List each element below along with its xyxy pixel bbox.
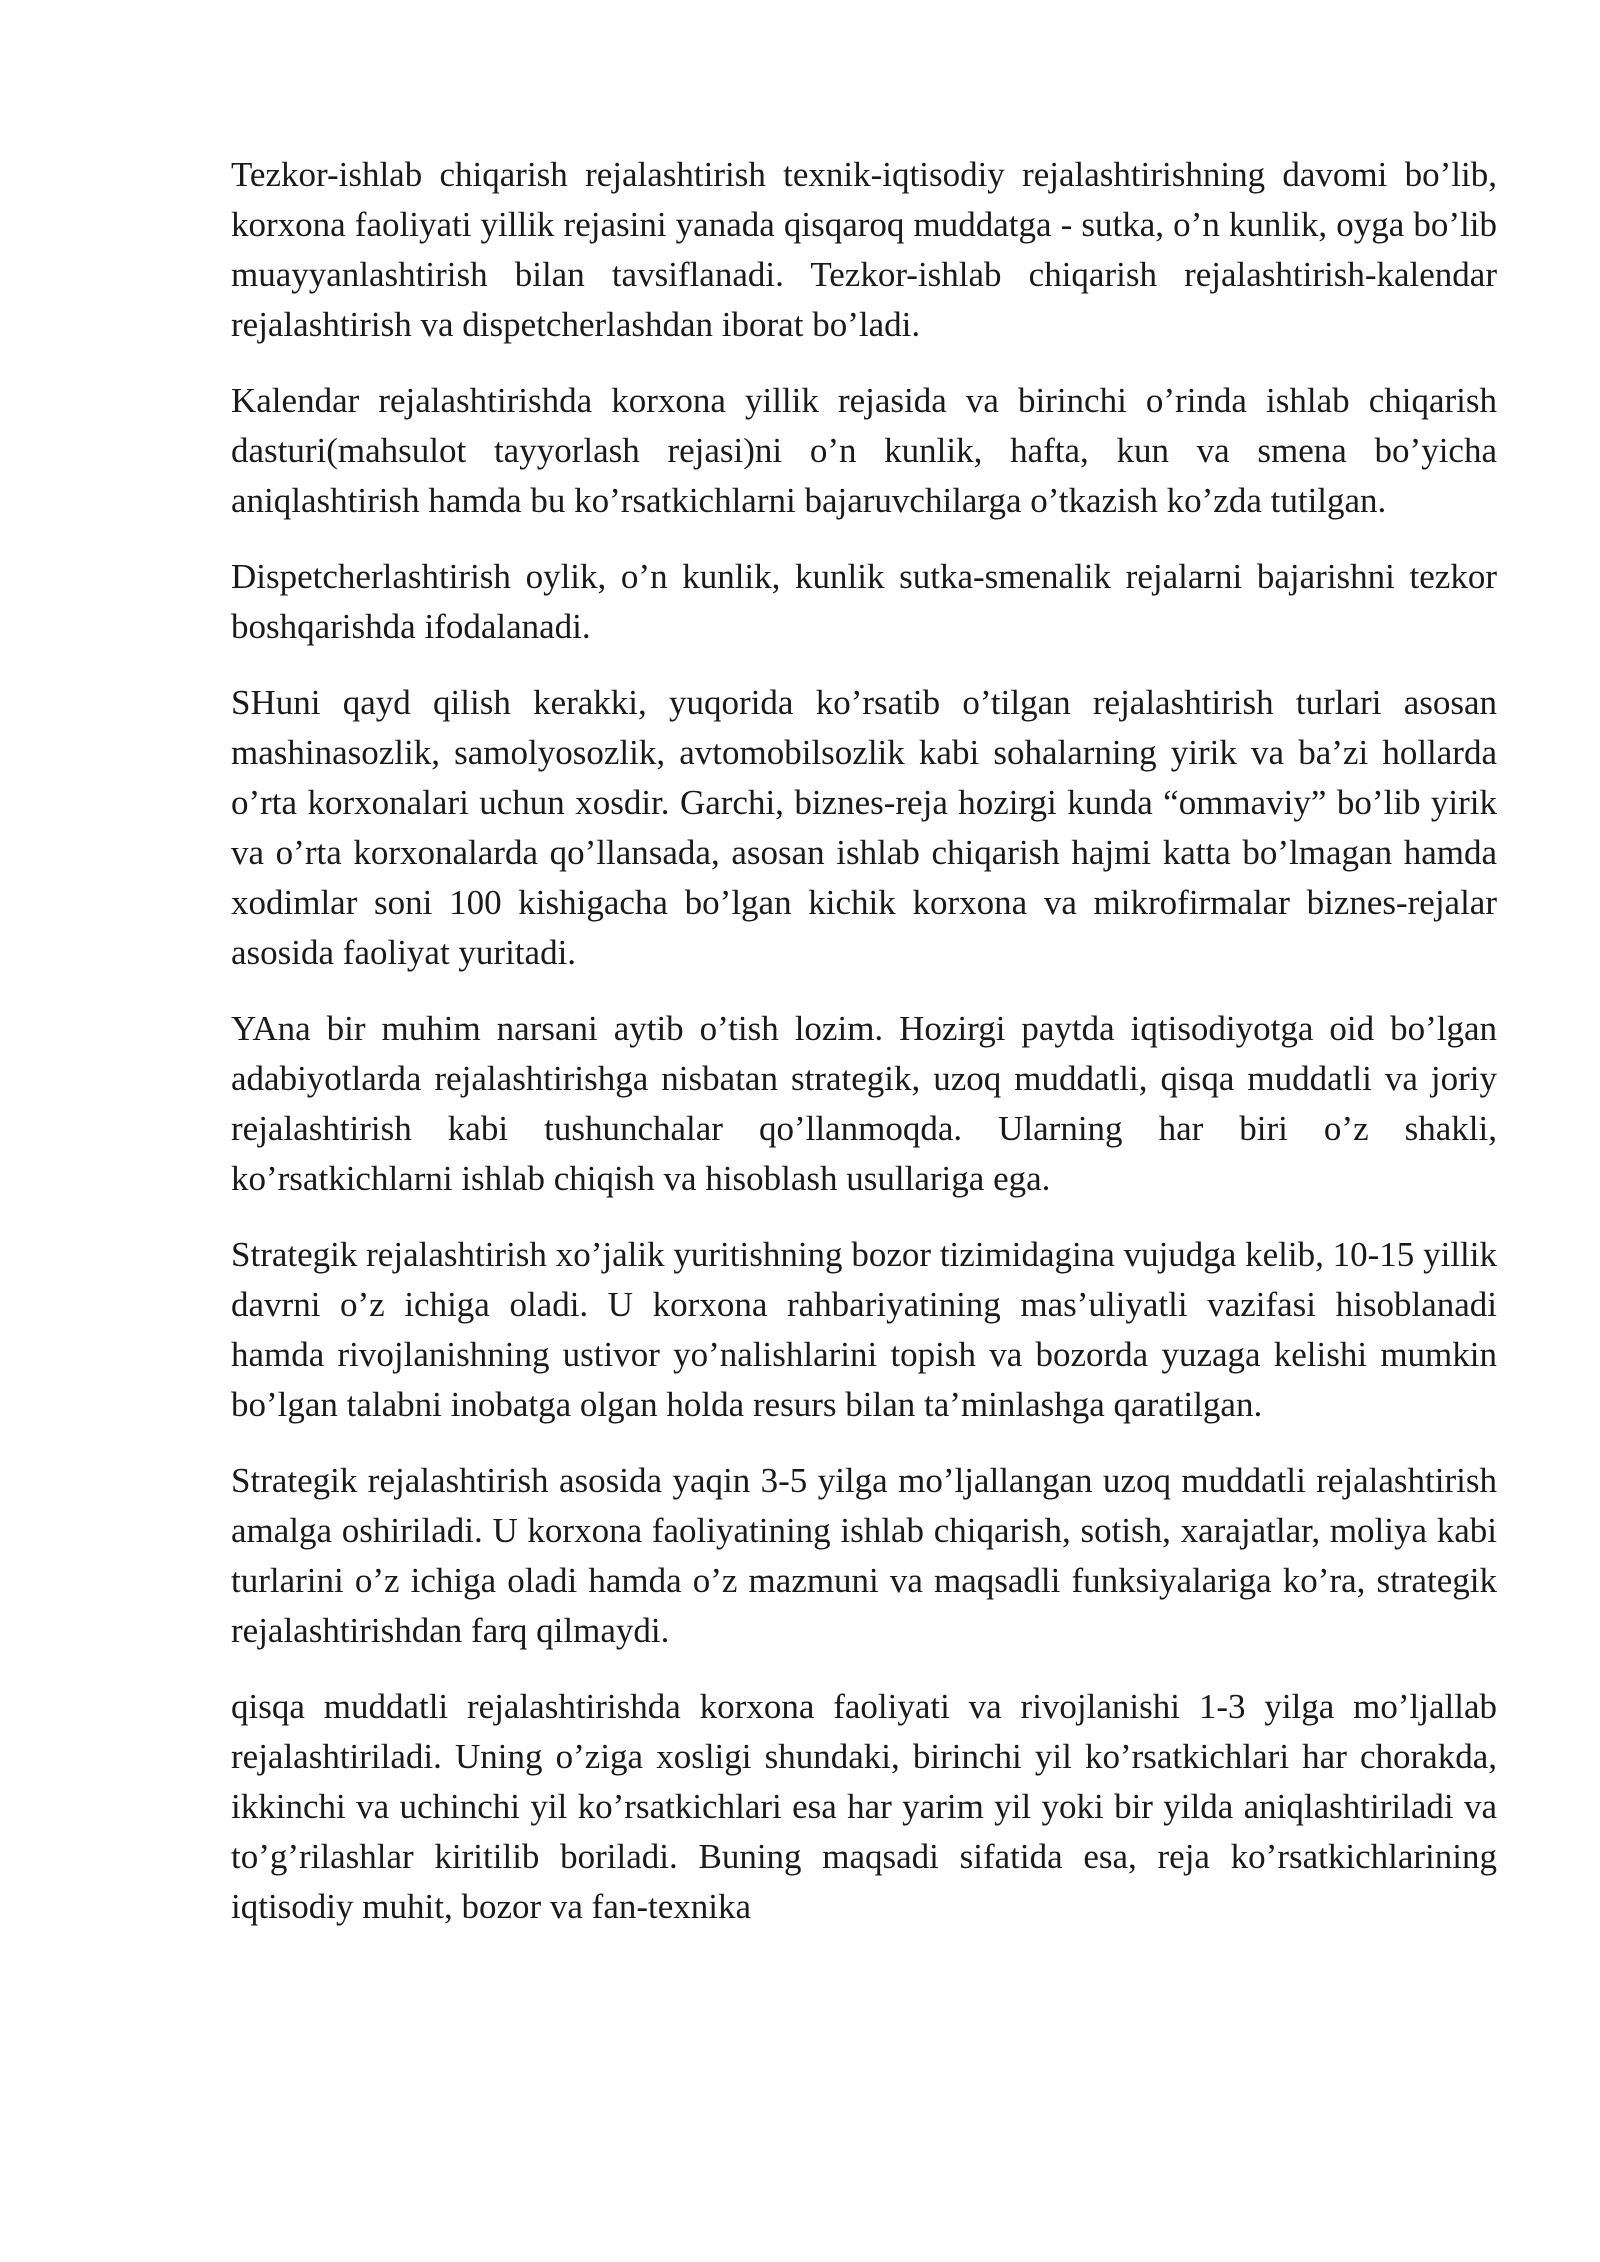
paragraph-dispetcherlashtirish: Dispetcherlashtirish oylik, o’n kunlik, kunlik sutka-smenalik rejalarni bajarishni tezkor boshqarishda ifodalanadi. xyxy=(231,557,1497,646)
paragraph-rejalashtirish-turlari: SHuni qayd qilish kerakki, yuqorida ko’rsatib o’tilgan rejalashtirish turlari asosan mashinasozlik, samolyosozlik, avtomobilsozlik kabi sohalarning yirik va ba’zi hollarda o’rta korxonalari uchun xosdir. Garchi, biznes-reja hozirgi kunda “ommaviy” bo’lib yirik va o’rta korxonalarda qo’llansada, asosan ishlab chiqarish hajmi katta bo’lmagan hamda xodimlar soni 100 kishigacha bo’lgan kichik korxona va mikrofirmalar biznes-rejalar asosida faoliyat yuritadi. xyxy=(231,683,1497,972)
document-body xyxy=(231,150,1497,1958)
paragraph-kalendar-rejalashtirish: Kalendar rejalashtirishda korxona yillik rejasida va birinchi o’rinda ishlab chiqarish dasturi(mahsulot tayyorlash rejasi)ni o’n kunlik, hafta, kun va smena bo’yicha aniqlashtirish hamda bu ko’rsatkichlarni bajaruvchilarga o’tkazish ko’zda tutilgan. xyxy=(231,381,1497,520)
paragraph-uzoq-muddatli: Strategik rejalashtirish asosida yaqin 3-5 yilga mo’ljallangan uzoq muddatli rejalashtirish amalga oshiriladi. U korxona faoliyatining ishlab chiqarish, sotish, xarajatlar, moliya kabi turlarini o’z ichiga oladi hamda o’z mazmuni va maqsadli funksiyalariga ko’ra, strategik rejalashtirishdan farq qilmaydi. xyxy=(231,1461,1497,1650)
paragraph-tushunchalar: YAna bir muhim narsani aytib o’tish lozim. Hozirgi paytda iqtisodiyotga oid bo’lgan adabiyotlarda rejalashtirishga nisbatan strategik, uzoq muddatli, qisqa muddatli va joriy rejalashtirish kabi tushunchalar qo’llanmoqda. Ularning har biri o’z shakli, ko’rsatkichlarni ishlab chiqish va hisoblash usullariga ega. xyxy=(231,1009,1497,1198)
paragraph-tezkor-rejalashtirish: Tezkor-ishlab chiqarish rejalashtirish texnik-iqtisodiy rejalashtirishning davomi bo’lib, korxona faoliyati yillik rejasini yanada qisqaroq muddatga - sutka, o’n kunlik, oyga bo’lib muayyanlashtirish bilan tavsiflanadi. Tezkor-ishlab chiqarish rejalashtirish-kalendar rejalashtirish va dispetcherlashdan iborat bo’ladi. xyxy=(231,155,1497,344)
paragraph-strategik-rejalashtirish: Strategik rejalashtirish xo’jalik yuritishning bozor tizimidagina vujudga kelib, 10-15 yillik davrni o’z ichiga oladi. U korxona rahbariyatining mas’uliyatli vazifasi hisoblanadi hamda rivojlanishning ustivor yo’nalishlarini topish va bozorda yuzaga kelishi mumkin bo’lgan talabni inobatga olgan holda resurs bilan ta’minlashga qaratilgan. xyxy=(231,1235,1497,1424)
paragraph-qisqa-muddatli: qisqa muddatli rejalashtirishda korxona faoliyati va rivojlanishi 1-3 yilga mo’ljallab rejalashtiriladi. Uning o’ziga xosligi shundaki, birinchi yil ko’rsatkichlari har chorakda, ikkinchi va uchinchi yil ko’rsatkichlari esa har yarim yil yoki bir yilda aniqlashtiriladi va to’g’rilashlar kiritilib boriladi. Buning maqsadi sifatida esa, reja ko’rsatkichlarining iqtisodiy muhit, bozor va fan-texnika xyxy=(231,1687,1497,1926)
